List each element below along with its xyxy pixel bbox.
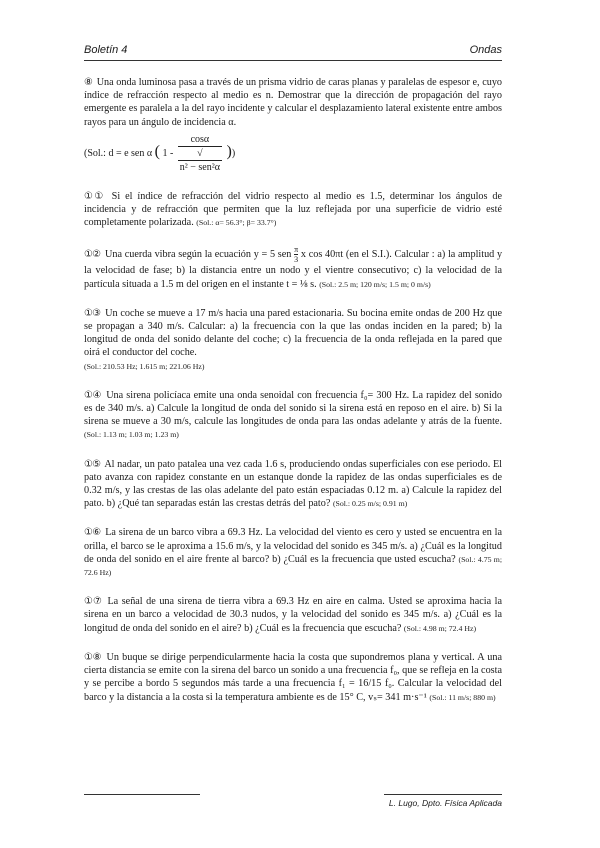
- problem-text: Al nadar, un pato patalea una vez cada 1.6 s, produciendo ondas superficiales con ese periodo. El pato avanza con rapidez constante en un estanque donde la rapidez de las ondas superficiales es de 0.32 m/s, y las crestas de las olas adelante del pato están espaciadas 0.12 m. a) Calcule la rapidez del pato. b) ¿Qué tan separadas están las crestas detrás del pato?: [84, 458, 502, 510]
- problem-solution: (Sol.: 0.25 m/s; 0.91 m): [332, 499, 408, 509]
- problem-12: [84, 245, 502, 290]
- problem-text: Una onda luminosa pasa a través de un prisma vidrio de caras planas y paralelas de espesor e, cuyo índice de refracción respecto al medio es n. Demostrar que la dirección de propagación del rayo emergente es paralela a la del rayo incidente y calcular el desplazamiento lateral existente entre ambos rayos para un ángulo de incidencia α.: [84, 77, 502, 128]
- problem-number: ①⑤: [84, 458, 101, 470]
- problem-solution: (Sol.: 2.5 m; 120 m/s; 1.5 m; 0 m/s): [319, 279, 431, 289]
- equation-part-a: y = 5 sen: [253, 249, 292, 261]
- footer-rule-left: [84, 794, 200, 795]
- header-rule: [84, 60, 502, 61]
- equation: [253, 245, 346, 265]
- equation-numerator: π: [294, 245, 299, 255]
- problem-text: La sirena de un barco vibra a 69.3 Hz. La velocidad del viento es cero y usted se encuentra en la orilla, el barco se le aproxima a 15.6 m/s, y la velocidad del sonido es 345 m/s. a) ¿Cuál es la longitud de onda del sonido en el aire frente al barco? b) ¿Cuál es la frecuencia que usted escucha?: [84, 527, 502, 565]
- solution-formula: (Sol.: d = e sen α ( 1 - cosα √ n² − sen²α )): [84, 133, 236, 173]
- problem-number: ①⑧: [84, 651, 102, 663]
- header-bulletin: Boletín 4: [84, 44, 128, 56]
- problem-18: [84, 651, 502, 704]
- footer-rule-right: [384, 794, 502, 795]
- problem-text: Si el índice de refracción del vidrio respecto al medio es 1.5, determinar los ángulos de incidencia y de refracción que permiten que la luz reflejada por una superficie de vidrio esté completamente polarizada.: [84, 190, 503, 229]
- problem-text: a) la amplitud y la velocidad de fase; b) la distancia entre un nodo y el vientre consecutivo; c) la velocidad de la partícula situada a 1.5 m del origen en el instante t = ⅛ s.: [84, 249, 503, 290]
- problem-14: [84, 389, 502, 442]
- problem-solution: (Sol.: 4.75 m; 72.6 Hz): [84, 554, 503, 578]
- problem-number: ⑧: [84, 77, 93, 88]
- problem-number: ①①: [84, 190, 105, 202]
- equation-denominator: 3: [294, 255, 299, 265]
- problem-11: [84, 190, 502, 230]
- page-footer: L. Lugo, Dpto. Física Aplicada: [388, 798, 502, 808]
- equation-fraction: [294, 245, 298, 264]
- problem-intro-end: (en el S.I.). Calcular :: [345, 249, 435, 261]
- problem-10: [84, 76, 502, 174]
- problem-text: La señal de una sirena de tierra vibra a 69.3 Hz en aire en calma. Usted se aproxima hacia la sirena en un barco a velocidad de 30.3 nudos, y la velocidad del sonido es 345 m/s. a) ¿Cuál es la longitud de onda del sonido en el aire? b) ¿Cuál es la frecuencia que escucha?: [84, 596, 502, 634]
- problem-solution: (Sol.: 1.13 m; 1.03 m; 1.23 m): [84, 430, 179, 440]
- problem-solution: (Sol.: 210.53 Hz; 1.615 m; 221.06 Hz): [84, 361, 205, 371]
- formula-fraction: cosα √ n² − sen²α: [179, 133, 220, 173]
- problem-number: ①⑦: [84, 596, 102, 608]
- problem-solution: (Sol.: α= 56.3°; β= 33.7°): [196, 218, 277, 228]
- problem-text: Una sirena policíaca emite una onda senoidal con frecuencia f₀= 300 Hz. La rapidez del sonido es de 340 m/s. a) Calcule la longitud de onda del sonido si la sirena está en reposo en el aire. b) Si la sirena se mueve a 30 m/s, calcule las longitudes de onda para las ondas adelante y atrás de la fuente.: [84, 389, 502, 428]
- problem-number: ①④: [84, 389, 102, 401]
- formula-numerator: cosα: [178, 133, 222, 147]
- header-topic: Ondas: [469, 44, 502, 56]
- formula-close: ): [231, 147, 236, 159]
- formula-one: 1 -: [162, 147, 174, 159]
- formula-denominator: n² − sen²α: [179, 161, 220, 173]
- problem-solution: (Sol.: 4.98 m; 72.4 Hz): [403, 623, 477, 633]
- problem-13: [84, 307, 502, 373]
- problem-intro: Una cuerda vibra según la ecuación: [105, 249, 251, 261]
- problem-text: Un coche se mueve a 17 m/s hacia una pared estacionaria. Su bocina emite ondas de 200 Hz que se propagan a 340 m/s. Calcular: a) la frecuencia con la que las ondas inciden en la pared; b) la longitud de onda del sonido delante del coche; c) la frecuencia de la onda reflejada en la pared que oirá el conductor del coche.: [84, 307, 502, 359]
- problem-text: Un buque se dirige perpendicularmente hacia la costa que supondremos plana y vertical. A una cierta distancia se emite con la sirena del barco un sonido a una frecuencia f₀, que se refleja en la costa y se percibe a bordo 5 segundos más tarde a una frecuencia f₁ = 16/15 f₀. Calcular la velocidad del barco y la distancia a la costa si la temperatura ambiente es de 15° C, vₛ= 341 m·s⁻¹: [84, 651, 502, 703]
- equation-part-b: x cos 40πt: [300, 249, 344, 261]
- problem-number: ①③: [84, 307, 101, 319]
- problem-solution: (Sol.: 11 m/s; 880 m): [429, 692, 496, 702]
- problem-number: ①②: [84, 249, 101, 261]
- problem-number: ①⑥: [84, 527, 101, 539]
- problem-15: [84, 458, 502, 511]
- problem-16: [84, 526, 502, 579]
- problem-list: [84, 76, 502, 720]
- formula-prefix: (Sol.: d = e sen α: [84, 147, 153, 159]
- problem-17: [84, 595, 502, 635]
